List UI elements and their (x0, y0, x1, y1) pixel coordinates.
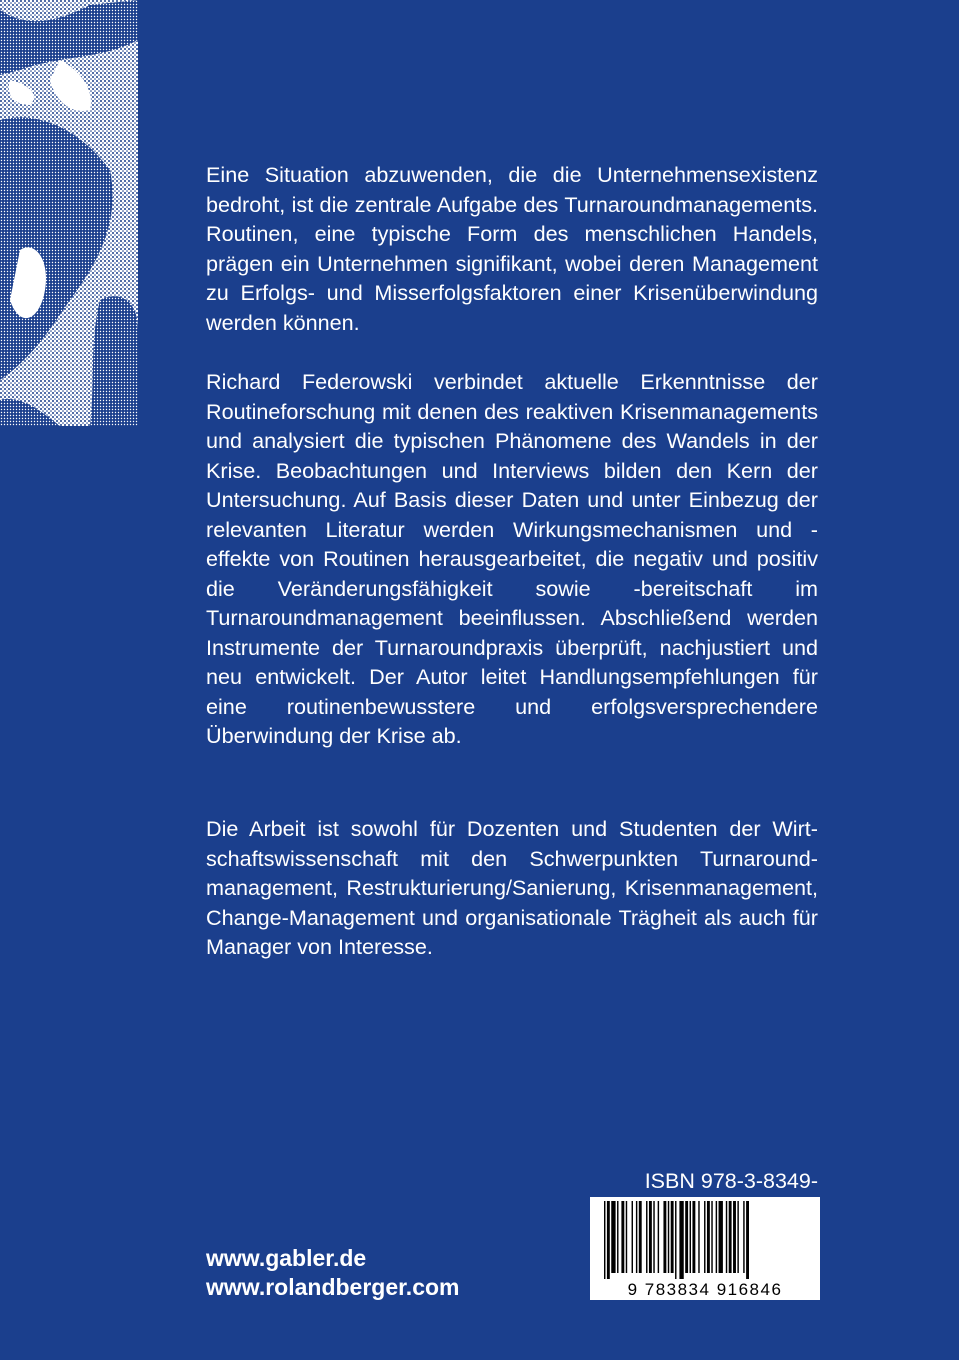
barcode-bar (668, 1201, 669, 1273)
publisher-urls (206, 1244, 459, 1302)
barcode-bar (607, 1201, 610, 1279)
barcode-bar (690, 1201, 691, 1273)
barcode-bar (719, 1201, 723, 1273)
barcode-bar (663, 1201, 666, 1273)
barcode-bar (611, 1201, 615, 1273)
barcode-bar (675, 1201, 676, 1279)
barcode-bar (617, 1201, 618, 1273)
barcode-bar (711, 1201, 712, 1273)
isbn-label: ISBN 978-3-8349- (644, 1169, 818, 1193)
barcode-bar (671, 1201, 674, 1273)
barcode-bar (646, 1201, 647, 1273)
barcode-bar (639, 1201, 642, 1273)
barcode-bar (604, 1201, 605, 1279)
barcode-bar (685, 1201, 688, 1273)
barcode-bar (653, 1201, 654, 1273)
description-paragraph-1: Eine Situation abzuwenden, die die Unternehmensexistenz bedroht, ist die zentrale Aufgabe des Turnaroundmanagements. Routinen, eine typische Form des menschlichen Handels, prägen ein Unternehmen signifikant, wobei deren Management zu Erfolgs- und Misserfolgsfaktoren einer Krisenüberwindung werden können. (206, 162, 818, 335)
barcode-bar (729, 1201, 732, 1273)
barcode-bar (649, 1201, 652, 1273)
url-rolandberger[interactable]: www.rolandberger.com (206, 1274, 460, 1300)
description-paragraph-3: Die Arbeit ist sowohl für Dozenten und Studenten der Wirtschaftswissenschaft mit den Schwerpunkten Turnaroundmanagement, Restrukturierung/Sanierung, Krisenmanagement, Change-Management und organisationale Trägheit als auch für Manager von Interesse. (206, 816, 818, 959)
barcode-bar (658, 1201, 659, 1273)
barcode-bar (707, 1201, 710, 1273)
url-gabler[interactable]: www.gabler.de (206, 1245, 367, 1271)
barcode-bar (733, 1201, 736, 1273)
barcode-bar (704, 1201, 705, 1273)
barcode-bar (726, 1201, 727, 1273)
barcode-bar (621, 1201, 624, 1273)
barcode-bar (632, 1201, 633, 1273)
barcode-bar (679, 1201, 683, 1279)
barcode-bar (737, 1201, 738, 1273)
barcode-bar (698, 1201, 699, 1273)
barcode-bar (716, 1201, 717, 1273)
barcode-bar (746, 1201, 749, 1279)
barcode-bar (636, 1201, 637, 1273)
globe-illustration (0, 0, 138, 426)
barcode-bar (743, 1201, 744, 1273)
barcode-bar (626, 1201, 627, 1273)
barcode-bar (692, 1201, 695, 1273)
barcode-digits: 9 783834 916846 (627, 1280, 783, 1299)
barcode (590, 1197, 820, 1300)
description-paragraph-2: Richard Federowski verbindet aktuelle Erkenntnisse der Routineforschung mit denen des reaktiven Krisenmanagements und analysiert die typischen Phänomene des Wandels in der Krise. Beobachtungen und Interviews bilden den Kern der Untersuchung. Auf Basis dieser Daten und unter Einbezug der relevanten Literatur werden Wirkungsmechanismen und -effekte von Routinen herausgearbeitet, die negativ und positiv die Veränderungsfähigkeit sowie -bereitschaft im Turnaroundmanagement beeinflussen. Abschließend werden Instrumente der Turnaroundpraxis überprüft, nachjustiert und neu entwickelt. Der Autor leitet Handlungsempfehlungen für eine routinenbewusstere und erfolgsversprechendere Überwindung der Krise ab. (206, 369, 818, 748)
